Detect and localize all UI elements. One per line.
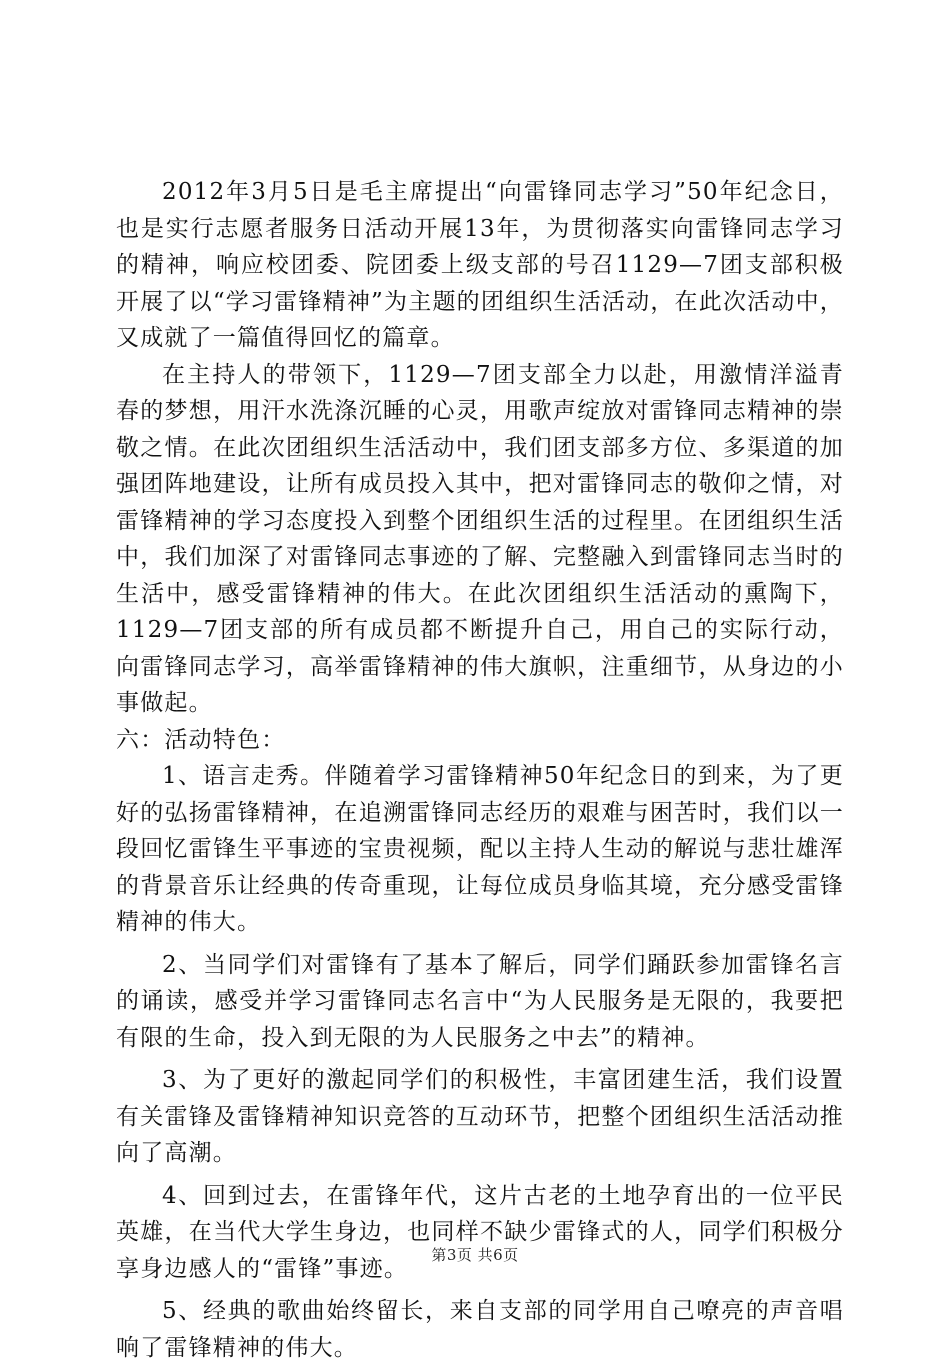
feature-item-5: 5、经典的歌曲始终留长，来自支部的同学用自己嘹亮的声音唱响了雷锋精神的伟大。 <box>116 1298 844 1361</box>
feature-item-4: 4、回到过去，在雷锋年代，这片古老的土地孕育出的一位平民英雄，在当代大学生身边，也同样不缺少雷锋式的人，同学们积极分享身边感人的“雷锋”事迹。 <box>116 1182 844 1282</box>
paragraph-intro: 2012年3月5日是毛主席提出“向雷锋同志学习”50年纪念日，也是实行志愿者服务日活动开展13年，为贯彻落实向雷锋同志学习的精神，响应校团委、院团委上级支部的号召1129—7团支部积极开展了以“学习雷锋精神”为主题的团组织生活活动，在此次活动中，又成就了一篇值得回忆的篇章。 <box>116 179 844 351</box>
section-heading-features: 六：活动特色： <box>116 726 286 753</box>
paragraph-host: 在主持人的带领下，1129—7团支部全力以赴，用激情洋溢青春的梦想，用汗水洗涤沉睡的心灵，用歌声绽放对雷锋同志精神的崇敬之情。在此次团组织生活活动中，我们团支部多方位、多渠道的加强团阵地建设，让所有成员投入其中，把对雷锋同志的敬仰之情，对雷锋精神的学习态度投入到整个团组织生活的过程里。在团组织生活中，我们加深了对雷锋同志事迹的了解、完整融入到雷锋同志当时的生活中，感受雷锋精神的伟大。在此次团组织生活活动的熏陶下，1129—7团支部的所有成员都不断提升自己，用自己的实际行动，向雷锋同志学习，高举雷锋精神的伟大旗帜，注重细节，从身边的小事做起。 <box>116 361 844 716</box>
page-number-footer: 第3页 共6页 <box>431 1246 519 1264</box>
feature-item-1: 1、语言走秀。伴随着学习雷锋精神50年纪念日的到来，为了更好的弘扬雷锋精神，在追溯雷锋同志经历的艰难与困苦时，我们以一段回忆雷锋生平事迹的宝贵视频，配以主持人生动的解说与悲壮雄浑的背景音乐让经典的传奇重现，让每位成员身临其境，充分感受雷锋精神的伟大。 <box>116 763 844 935</box>
feature-item-2: 2、当同学们对雷锋有了基本了解后，同学们踊跃参加雷锋名言的诵读，感受并学习雷锋同志名言中“为人民服务是无限的，我要把有限的生命，投入到无限的为人民服务之中去”的精神。 <box>116 951 844 1051</box>
document-body <box>116 174 844 1366</box>
feature-item-3: 3、为了更好的激起同学们的积极性，丰富团建生活，我们设置有关雷锋及雷锋精神知识竞答的互动环节，把整个团组织生活活动推向了高潮。 <box>116 1067 844 1166</box>
